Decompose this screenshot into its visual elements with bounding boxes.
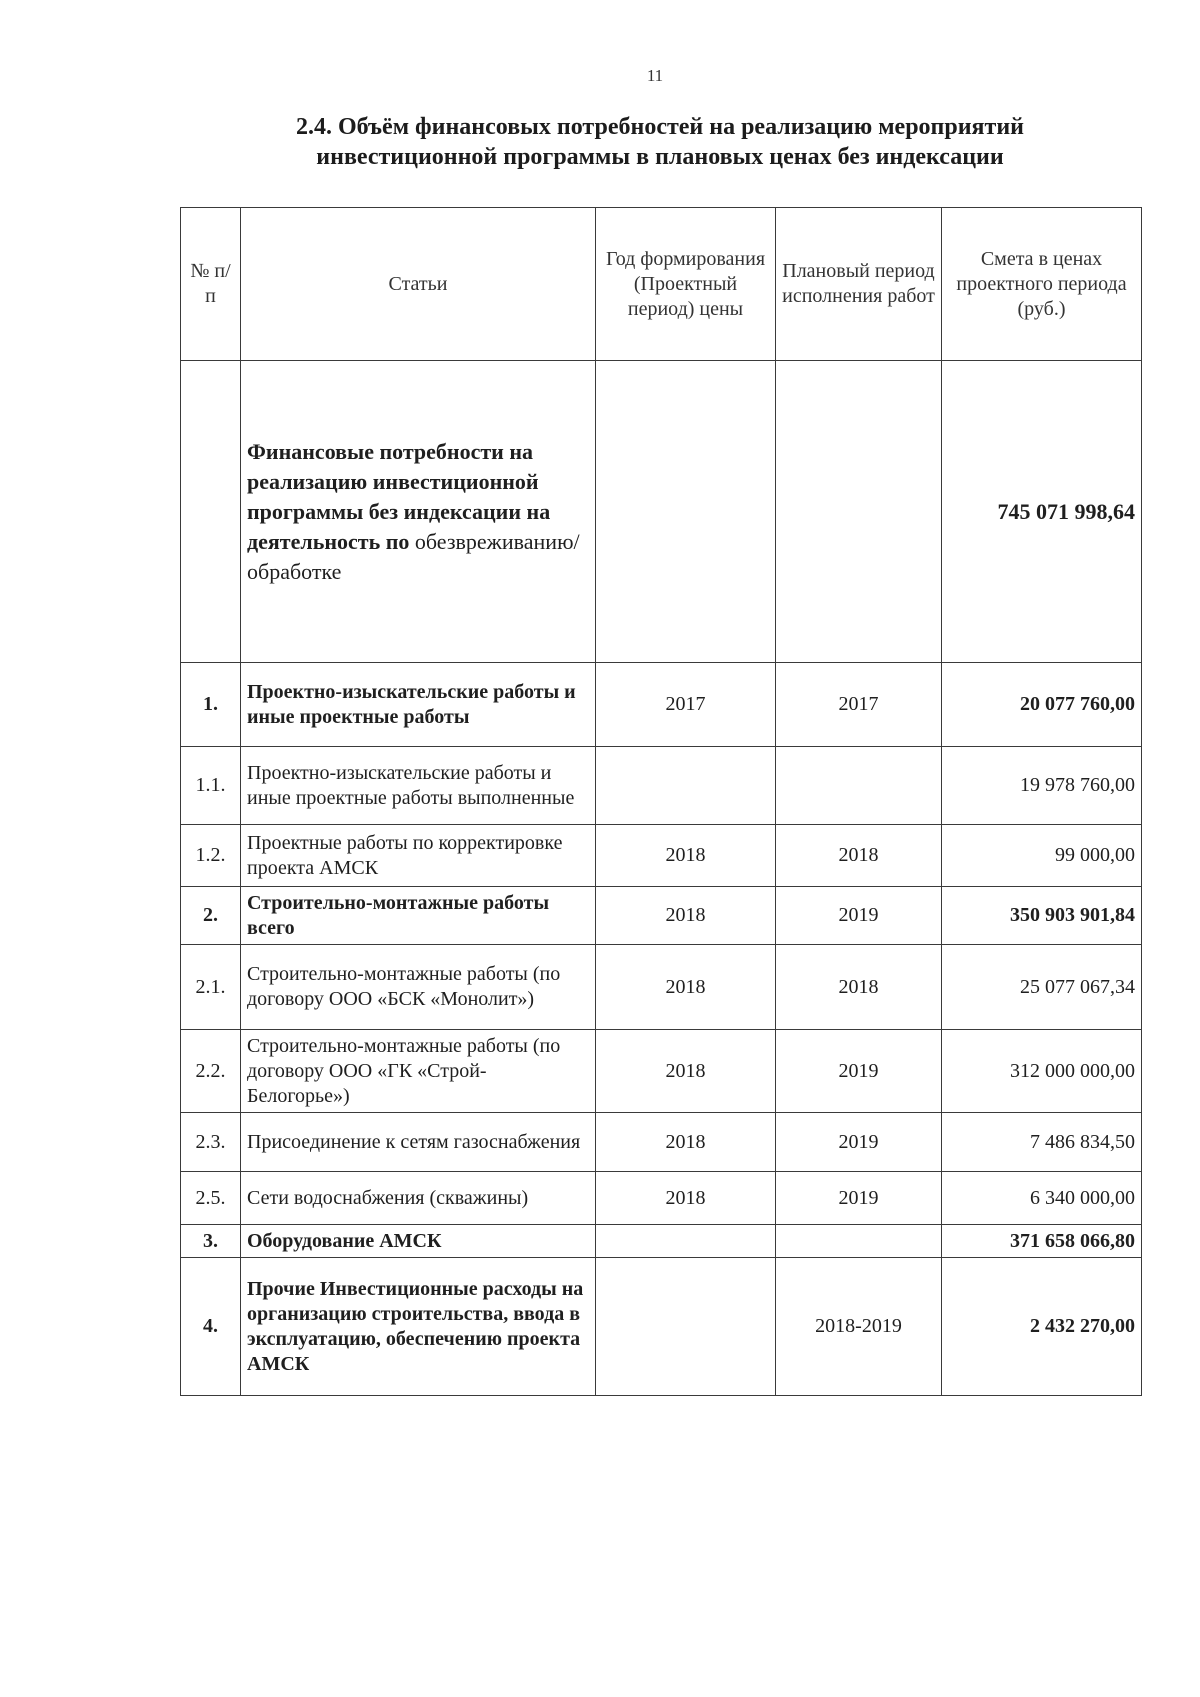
header-num: № п/п [181,208,241,361]
row-year: 2018 [596,1113,776,1172]
row-num: 1.1. [181,747,241,825]
table-row [181,1225,1142,1258]
page-number: 11 [646,66,664,85]
title-line-2: инвестиционной программы в плановых ценах без индексации [316,144,1004,170]
row-amount: 2 432 270,00 [942,1258,1142,1396]
row-num: 1. [181,663,241,747]
row-amount: 25 077 067,34 [942,945,1142,1030]
row-year [596,1258,776,1396]
row-period: 2019 [776,1113,942,1172]
row-name: Строительно-монтажные работы (по договору ООО «ГК «Строй-Белогорье») [241,1030,596,1113]
table-row [181,945,1142,1030]
summary-period-cell [776,361,942,663]
table-row [181,747,1142,825]
table-row [181,825,1142,887]
row-year: 2017 [596,663,776,747]
table-header-row [181,208,1142,361]
header-name: Статьи [241,208,596,361]
summary-amount: 745 071 998,64 [942,361,1142,663]
table-row [181,663,1142,747]
row-year: 2018 [596,887,776,945]
row-num: 2.1. [181,945,241,1030]
row-name: Прочие Инвестиционные расходы на организацию строительства, ввода в эксплуатацию, обеспечению проекта АМСК [241,1258,596,1396]
row-year: 2018 [596,945,776,1030]
row-period: 2019 [776,1172,942,1225]
summary-num-cell [181,361,241,663]
row-num: 4. [181,1258,241,1396]
row-amount: 312 000 000,00 [942,1030,1142,1113]
row-amount: 20 077 760,00 [942,663,1142,747]
document-title [190,112,1130,172]
title-line-1: 2.4. Объём финансовых потребностей на реализацию мероприятий [295,114,1024,140]
row-name: Проектные работы по корректировке проекта АМСК [241,825,596,887]
row-name: Присоединение к сетям газоснабжения [241,1113,596,1172]
row-num: 1.2. [181,825,241,887]
row-period: 2018-2019 [776,1258,942,1396]
row-period [776,747,942,825]
row-amount: 99 000,00 [942,825,1142,887]
row-amount: 6 340 000,00 [942,1172,1142,1225]
row-period: 2018 [776,825,942,887]
summary-row [181,361,1142,663]
table-row [181,1030,1142,1113]
row-name: Сети водоснабжения (скважины) [241,1172,596,1225]
row-period: 2019 [776,887,942,945]
row-num: 3. [181,1225,241,1258]
row-period: 2019 [776,1030,942,1113]
row-amount: 7 486 834,50 [942,1113,1142,1172]
row-period [776,1225,942,1258]
row-amount: 350 903 901,84 [942,887,1142,945]
row-name: Оборудование АМСК [241,1225,596,1258]
table-row [181,1172,1142,1225]
row-amount: 19 978 760,00 [942,747,1142,825]
header-year: Год формирования (Проектный период) цены [596,208,776,361]
row-name: Проектно-изыскательские работы и иные проектные работы [241,663,596,747]
header-period: Плановый период исполнения работ [776,208,942,361]
table-row [181,1113,1142,1172]
row-name: Строительно-монтажные работы (по договору ООО «БСК «Монолит») [241,945,596,1030]
row-num: 2.5. [181,1172,241,1225]
summary-description [241,361,596,663]
summary-description-bold: Финансовые потребности на реализацию инвестиционной программы без индексации на деятельность по [247,438,551,554]
summary-description-normal: обезвреживанию/обработке [247,528,580,584]
table-row [181,887,1142,945]
summary-year-cell [596,361,776,663]
row-year: 2018 [596,1030,776,1113]
row-num: 2.3. [181,1113,241,1172]
row-name: Проектно-изыскательские работы и иные проектные работы выполненные [241,747,596,825]
row-period: 2018 [776,945,942,1030]
row-name: Строительно-монтажные работы всего [241,887,596,945]
row-year: 2018 [596,825,776,887]
financial-needs-table [180,207,1142,1396]
row-num: 2.2. [181,1030,241,1113]
header-estimate: Смета в ценах проектного периода (руб.) [942,208,1142,361]
row-year [596,1225,776,1258]
row-num: 2. [181,887,241,945]
table-row [181,1258,1142,1396]
row-amount: 371 658 066,80 [942,1225,1142,1258]
row-year [596,747,776,825]
row-year: 2018 [596,1172,776,1225]
row-period: 2017 [776,663,942,747]
